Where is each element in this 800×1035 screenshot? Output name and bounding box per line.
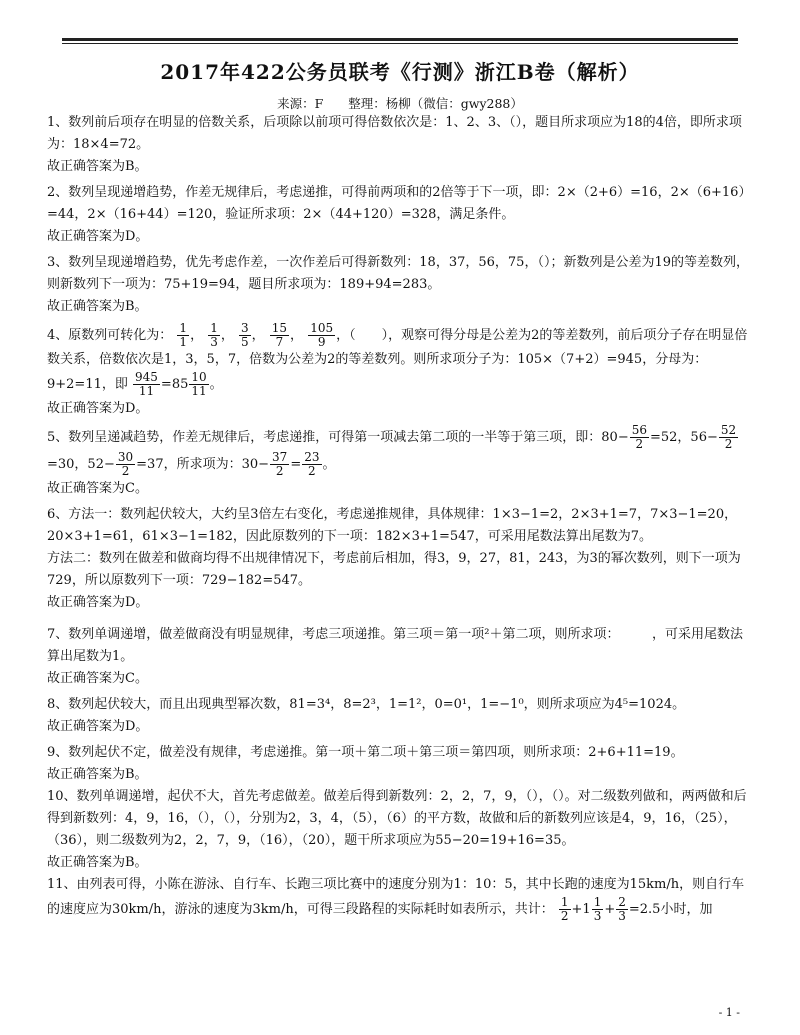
item-4-text: 4、原数列可转化为： $\frac{1}{1}$ ， $\frac{1}{3}$ ， $\frac{3}{5}$ ， $\frac{15}{7}$ ， $\frac{105}{9}$ ，（ ），观察可得分母是公差为2的等差数列，前后项分子存在明显倍数关系，倍数依次是1，3，5，7，倍数为公差为2的等差数列。则所求项分子为：105×（7+2）=945，分母为：9+2=11，即 $\frac{945}{11}$ =85 $\frac{10}{11}$ 。 [47, 321, 748, 398]
item-7-answer: 故正确答案为C。 [47, 671, 148, 686]
item-10-text: 10、数列单调递增，起伏不大，首先考虑做差。做差后得到新数列：2，2，7，9，（），（）。对二级数列做和，两两做和后得到新数列：4，9，16，（），（），分别为2，3，4，（5），（6）的平方数，故做和后的新数列应该是4，9，16，（25），（36），则二级数列为2，2，7，9，（16），（20），题干所求项应为55−20=19+16=35。 [47, 789, 747, 848]
item-8-answer: 故正确答案为D。 [47, 719, 149, 734]
document-body [47, 112, 750, 923]
fraction: $\frac{52}{2}$ [720, 423, 737, 451]
fraction: $\frac{23}{2}$ [304, 450, 320, 478]
item-4-intro: 4、原数列可转化为： [47, 328, 173, 343]
item-2-text: 2、数列呈现递增趋势，作差无规律后，考虑递推，可得前两项和的2倍等于下一项，即：2×（2+6）=16，2×（6+16）=44，2×（16+44）=120，验证所求项：2×（44+120）=328，满足条件。 [47, 185, 745, 222]
item-1-answer: 故正确答案为B。 [47, 159, 148, 174]
item-5-answer: 故正确答案为C。 [47, 481, 148, 496]
item-6-answer: 故正确答案为D。 [47, 595, 149, 610]
fraction: $\frac{1}{2}$ [560, 895, 569, 923]
item-11-end: =2.5小时，加 [628, 902, 713, 917]
fraction: $\frac{37}{2}$ [272, 450, 288, 478]
item-11-text: 11、由列表可得，小陈在游泳、自行车、长跑三项比赛中的速度分别为1：10：5，其中长跑的速度为15km/h，则自行车的速度应为30km/h，游泳的速度为3km/h，可得三段路程的实际耗时如表所示，共计： $\frac{1}{2}$ +1 $\frac{1}{3}$ + $\frac{2}{3}$ =2.5小时，加 [47, 877, 745, 923]
item-5-end: 。 [322, 457, 336, 472]
item-4-answer: 故正确答案为D。 [47, 401, 149, 416]
item-4-body: ，观察可得分母是公差为2的等差数列，前后项分子存在明显倍数关系，倍数依次是1，3，5，7，倍数为公差为2的等差数列。则所求项分子为：105×（7+2）=945，分母为：9+2=11，即 [47, 328, 748, 392]
fraction: $\frac{1}{1}$ [179, 321, 188, 349]
item-10-answer: 故正确答案为B。 [47, 855, 148, 870]
item-5-mid: ，所求项为： [163, 457, 242, 472]
item-5-text: 5、数列呈递减趋势，作差无规律后，考虑递推，可得第一项减去第二项的一半等于第三项，即：80− $\frac{56}{2}$ =52，56− $\frac{52}{2}$ =30，52− $\frac{30}{2}$ =37，所求项为：30− $\frac{37}{2}$ = $\frac{23}{2}$ 。 [47, 423, 737, 478]
fraction: $\frac{15}{7}$ [271, 321, 288, 349]
fraction: $\frac{1}{3}$ [593, 895, 602, 923]
item-8-text: 8、数列起伏较大，而且出现典型幂次数，81=3⁴，8=2³，1=1²，0=0¹，1=−1⁰，则所求项应为4⁵=1024。 [47, 697, 686, 712]
item-9-text: 9、数列起伏不定，做差没有规律，考虑递推。第一项＋第二项＋第三项＝第四项，则所求项：2+6+11=19。 [47, 745, 684, 760]
item-2-answer: 故正确答案为D。 [47, 229, 149, 244]
fraction: $\frac{30}{2}$ [117, 450, 134, 478]
item-1-text: 1、数列前后项存在明显的倍数关系，后项除以前项可得倍数依次是：1、2、3、（），题目所求项应为18的4倍，即所求项为：18×4=72。 [47, 115, 742, 152]
item-7-text: 7、数列单调递增，做差做商没有明显规律，考虑三项递推。第三项＝第一项²＋第二项，则所求项： ，可采用尾数法算出尾数为1。 [47, 627, 743, 664]
fraction: $\frac{10}{11}$ [191, 370, 207, 398]
item-11-intro: 11、由列表可得，小陈在游泳、自行车、长跑三项比赛中的速度分别为1：10：5，其中长跑的速度为15km/h，则自行车的速度应为30km/h，游泳的速度为3km/h，可得三段路程的实际耗时如表所示，共计： [47, 877, 745, 917]
item-3-text: 3、数列呈现递增趋势，优先考虑作差，一次作差后可得新数列：18，37，56，75，（）；新数列是公差为19的等差数列，则新数列下一项为：75+19=94，题目所求项为：189+94=283。 [47, 255, 749, 292]
item-5-intro: 5、数列呈递减趋势，作差无规律后，考虑递推，可得第一项减去第二项的一半等于第三项，即： [47, 430, 602, 445]
fraction: $\frac{105}{9}$ [310, 321, 334, 349]
item-6-method2: 方法二：数列在做差和做商均得不出规律情况下，考虑前后相加，得3，9，27，81，243，为3的幂次数列，则下一项为729，所以原数列下一项：729−182=547。 [47, 551, 741, 588]
header-rule-thin [62, 43, 738, 44]
page-number: - 1 - [718, 1006, 740, 1019]
item-4-end: 。 [209, 377, 223, 392]
header-rule-thick [62, 38, 738, 41]
item-6-method1: 6、方法一：数列起伏较大，大约呈3倍左右变化，考虑递推规律，具体规律：1×3−1=2，2×3+1=7，7×3−1=20，20×3+1=61，61×3−1=182，因此原数列的下一项：182×3+1=547，可采用尾数法算出尾数为7。 [47, 507, 738, 544]
source-line: 来源：F 整理：杨柳（微信：gwy288） [277, 96, 523, 111]
fraction: $\frac{56}{2}$ [631, 423, 647, 451]
item-9-answer: 故正确答案为B。 [47, 767, 148, 782]
fraction: $\frac{2}{3}$ [618, 895, 626, 923]
fraction: $\frac{3}{5}$ [240, 321, 249, 349]
item-3-answer: 故正确答案为B。 [47, 299, 148, 314]
page-title: 2017年422公务员联考《行测》浙江B卷（解析） [160, 60, 640, 84]
fraction: $\frac{945}{11}$ [135, 370, 158, 398]
fraction: $\frac{1}{3}$ [210, 321, 218, 349]
